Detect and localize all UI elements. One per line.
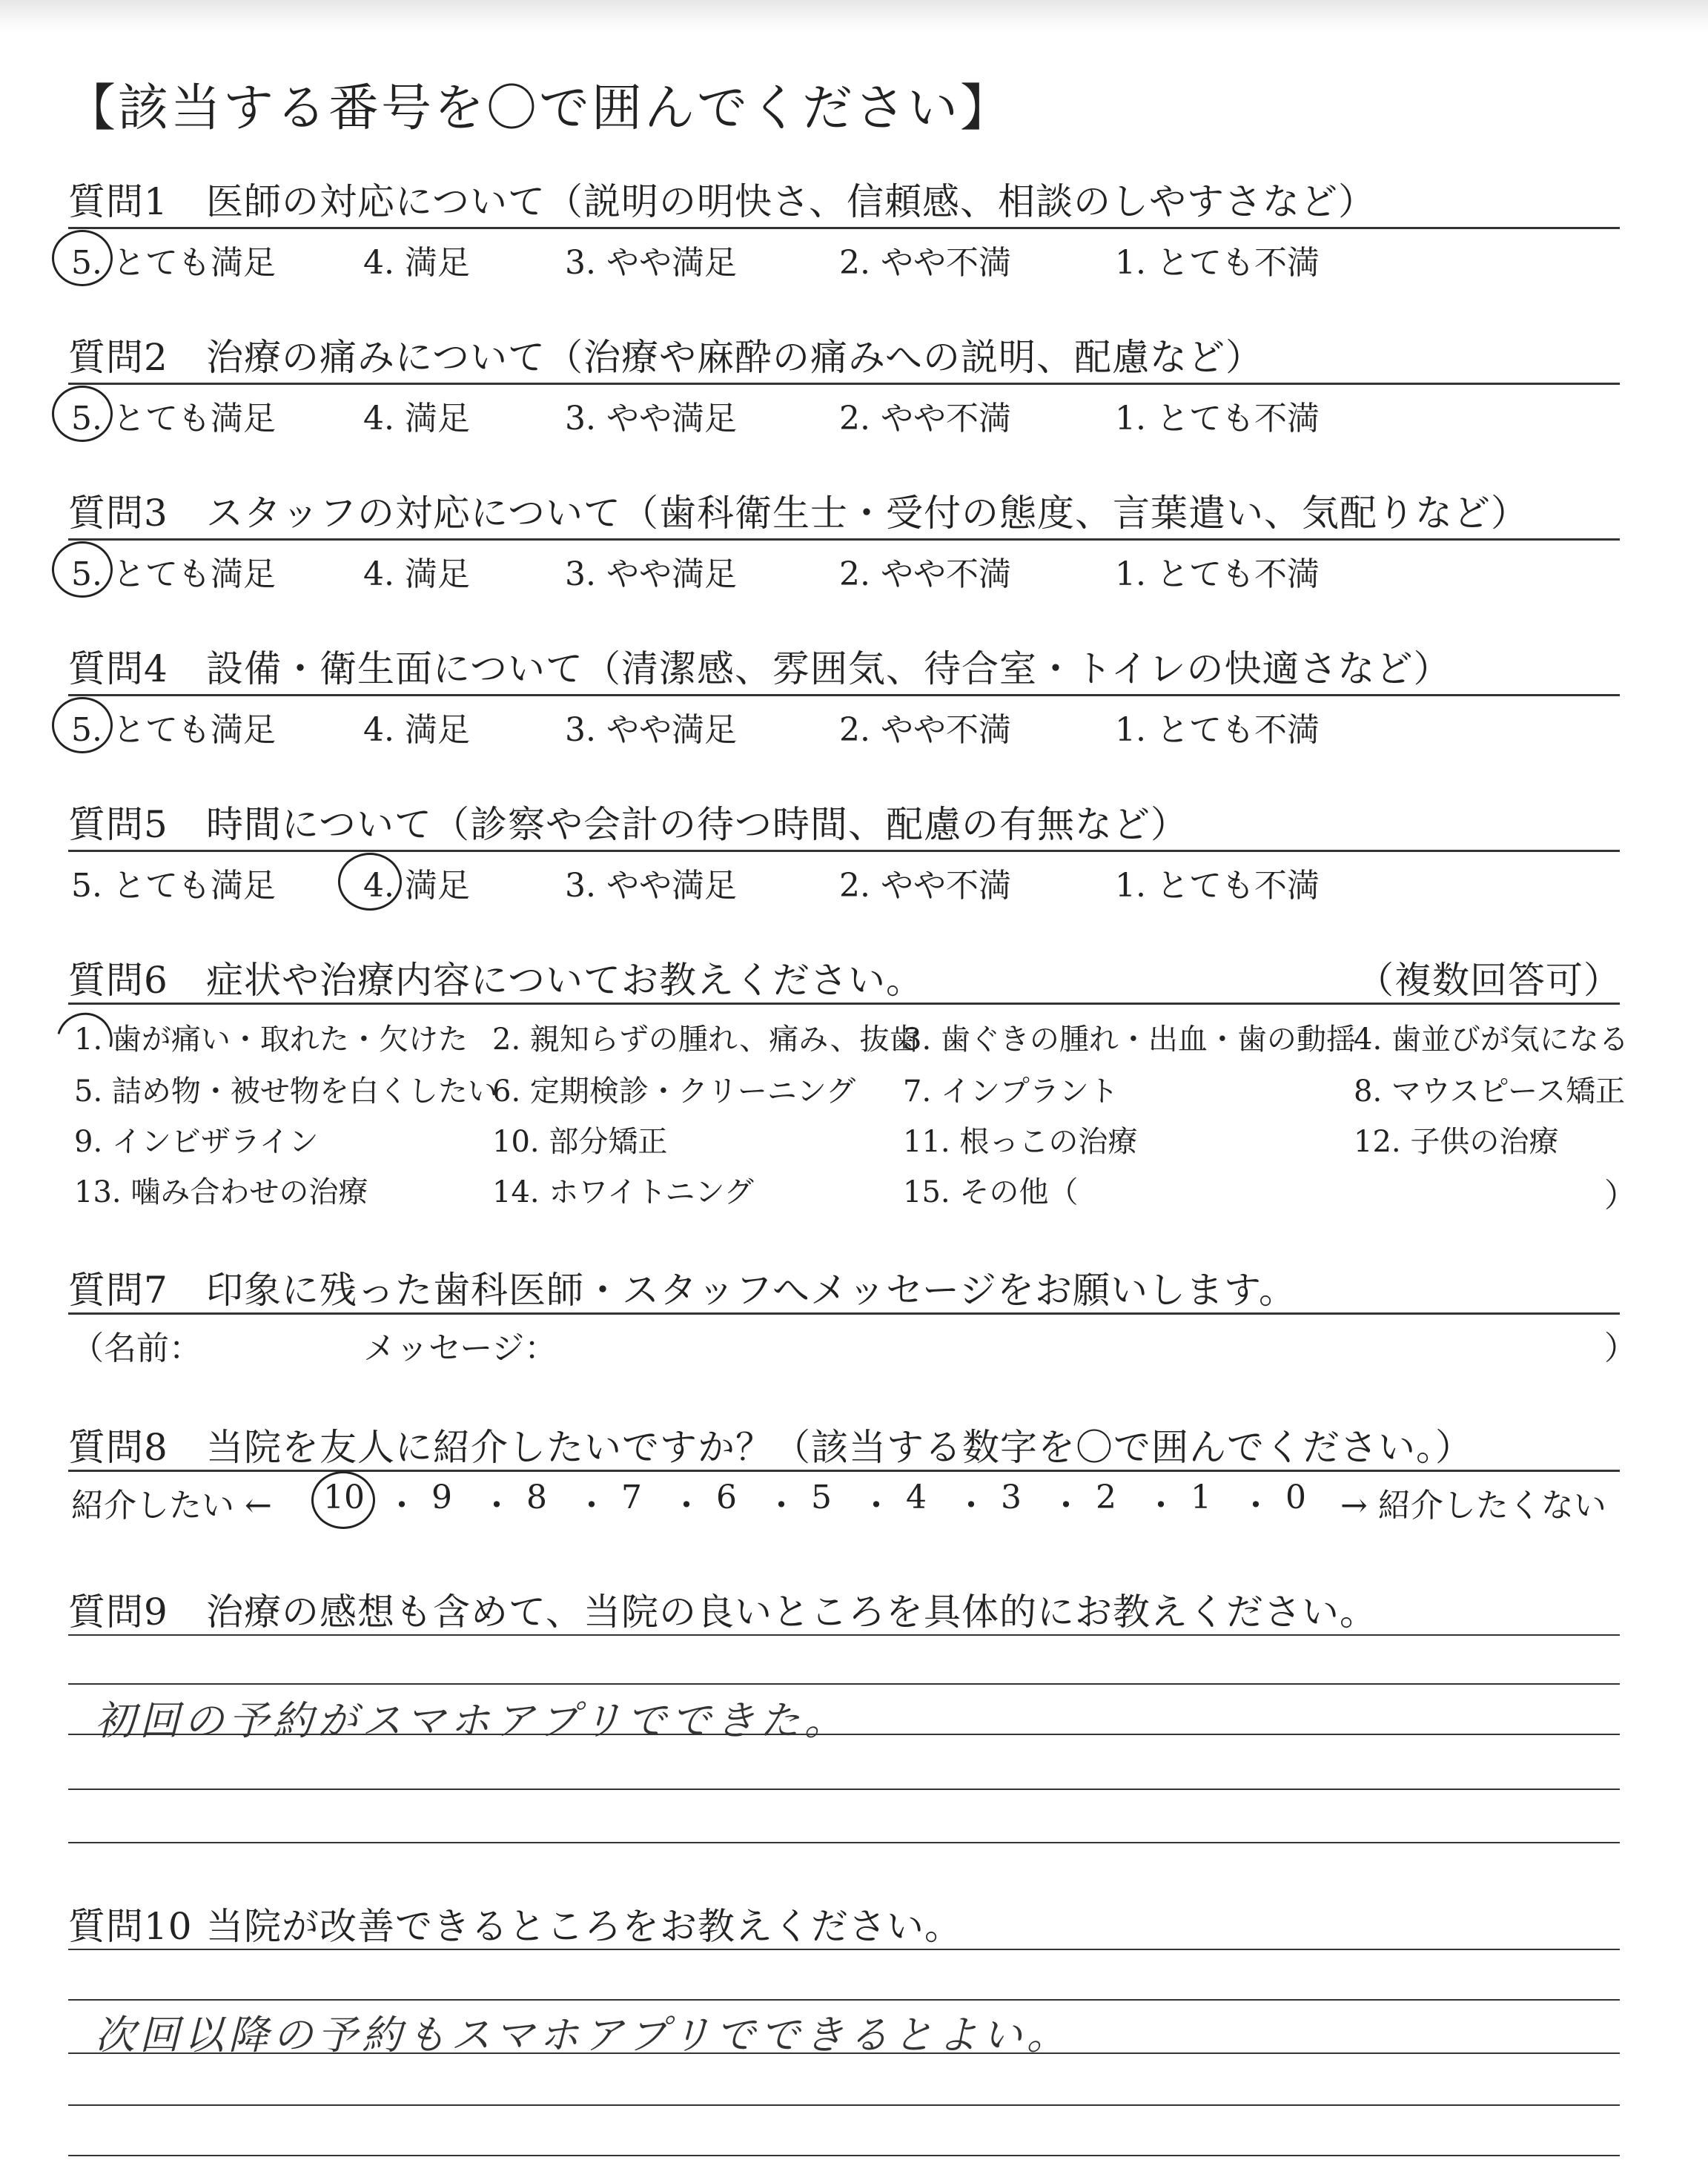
question-number: 質問7 [68, 1269, 168, 1312]
option-2[interactable]: 2. やや不満 [839, 400, 1011, 437]
symptom-option[interactable]: 15. その他（ [903, 1175, 1079, 1209]
question-text: 症状や治療内容についてお教えください。 [206, 959, 924, 1002]
option-4[interactable]: 4. 満足 [363, 244, 470, 282]
symptom-option[interactable]: 11. 根っこの治療 [903, 1125, 1138, 1159]
option-1[interactable]: 1. とても不満 [1115, 400, 1320, 437]
question-text: 医師の対応について（説明の明快さ、信頼感、相談のしやすさなど） [206, 180, 1376, 223]
divider [68, 1312, 1620, 1315]
answer-line [68, 2155, 1620, 2156]
divider [68, 227, 1620, 229]
question-number: 質問6 [68, 959, 168, 1002]
divider [68, 538, 1620, 541]
scale-dot: ・ [1050, 1487, 1082, 1525]
symptom-option[interactable]: 13. 噛み合わせの治療 [74, 1175, 368, 1209]
answer-line [68, 1789, 1620, 1790]
close-paren: ） [1604, 1330, 1637, 1367]
option-5[interactable]: 5. とても満足 [71, 555, 276, 593]
scale-value[interactable]: 3 [1001, 1479, 1022, 1516]
answer-line [68, 1999, 1620, 2001]
scale-value[interactable]: 0 [1285, 1479, 1306, 1516]
divider [68, 1003, 1620, 1005]
question-number: 質問10 [68, 1905, 193, 1948]
recommend-right-label: → 紹介したくない [1340, 1487, 1606, 1525]
question-number: 質問4 [68, 647, 168, 690]
question-text: 治療の痛みについて（治療や麻酔の痛みへの説明、配慮など） [206, 336, 1263, 379]
answer-line [68, 1683, 1620, 1685]
scale-dot: ・ [1145, 1487, 1177, 1525]
scale-value[interactable]: 6 [716, 1479, 737, 1516]
question-1 [68, 172, 1376, 225]
handwritten-answer[interactable]: 初回の予約がスマホアプリでできた。 [95, 1697, 849, 1744]
symptom-option[interactable]: 7. インプラント [903, 1074, 1119, 1109]
option-5[interactable]: 5. とても満足 [71, 400, 276, 437]
scale-value[interactable]: 7 [621, 1479, 642, 1516]
scan-top-shadow [0, 0, 1708, 33]
question-text: 設備・衛生面について（清潔感、雰囲気、待合室・トイレの快適さなど） [206, 647, 1452, 690]
scale-value[interactable]: 2 [1096, 1479, 1116, 1516]
option-5[interactable]: 5. とても満足 [71, 244, 276, 282]
close-paren: ） [1604, 1177, 1637, 1215]
option-5[interactable]: 5. とても満足 [71, 711, 276, 749]
option-2[interactable]: 2. やや不満 [839, 555, 1011, 593]
scale-dot: ・ [575, 1487, 608, 1525]
scale-dot: ・ [480, 1487, 513, 1525]
scale-value[interactable]: 8 [526, 1479, 547, 1516]
question-number: 質問3 [68, 492, 168, 535]
scale-value[interactable]: 5 [811, 1479, 832, 1516]
selection-circle [338, 853, 402, 911]
scale-value[interactable]: 1 [1191, 1479, 1211, 1516]
multiple-answer-note: （複数回答可） [1357, 959, 1621, 1002]
symptom-option[interactable]: 1. 歯が痛い・取れた・欠けた [74, 1023, 468, 1057]
selection-circle [52, 697, 113, 753]
name-label: （名前： [71, 1330, 202, 1367]
question-number: 質問9 [68, 1591, 168, 1634]
form-header: 【該当する番号を〇で囲んでください】 [65, 79, 1013, 138]
symptom-option[interactable]: 14. ホワイトニング [492, 1175, 754, 1209]
question-6 [68, 951, 924, 1004]
selection-circle [52, 541, 113, 598]
option-1[interactable]: 1. とても不満 [1115, 867, 1320, 905]
symptom-option[interactable]: 2. 親知らずの腫れ、痛み、抜歯 [492, 1023, 919, 1057]
symptom-option[interactable]: 3. 歯ぐきの腫れ・出血・歯の動揺 [903, 1023, 1356, 1057]
divider [68, 850, 1620, 852]
scale-dot: ・ [1239, 1487, 1272, 1525]
option-2[interactable]: 2. やや不満 [839, 244, 1011, 282]
scale-value[interactable]: 4 [906, 1479, 927, 1516]
question-4 [68, 639, 1452, 693]
divider [68, 694, 1620, 696]
question-2 [68, 328, 1263, 381]
option-3[interactable]: 3. やや満足 [565, 400, 737, 437]
recommend-left-label: 紹介したい ← [71, 1487, 272, 1525]
question-number: 質問2 [68, 336, 168, 379]
option-4[interactable]: 4. 満足 [363, 400, 470, 437]
option-1[interactable]: 1. とても不満 [1115, 244, 1320, 282]
scale-dot: ・ [955, 1487, 987, 1525]
option-2[interactable]: 2. やや不満 [839, 867, 1011, 905]
option-1[interactable]: 1. とても不満 [1115, 555, 1320, 593]
option-5[interactable]: 5. とても満足 [71, 867, 276, 905]
answer-line [68, 1842, 1620, 1843]
question-number: 質問5 [68, 803, 168, 846]
option-4[interactable]: 4. 満足 [363, 711, 470, 749]
symptom-option[interactable]: 12. 子供の治療 [1354, 1125, 1559, 1159]
option-4[interactable]: 4. 満足 [363, 555, 470, 593]
question-5 [68, 795, 1188, 848]
question-number: 質問1 [68, 180, 168, 223]
question-text: 当院が改善できるところをお教えください。 [206, 1905, 962, 1948]
symptom-option[interactable]: 10. 部分矯正 [492, 1125, 668, 1159]
question-8 [68, 1418, 1473, 1471]
divider [68, 383, 1620, 385]
question-10 [68, 1897, 962, 1950]
selection-circle [311, 1471, 375, 1529]
option-3[interactable]: 3. やや満足 [565, 867, 737, 905]
scale-value[interactable]: 10 [323, 1479, 365, 1516]
option-1[interactable]: 1. とても不満 [1115, 711, 1320, 749]
question-text: 印象に残った歯科医師・スタッフへメッセージをお願いします。 [206, 1269, 1297, 1312]
option-3[interactable]: 3. やや満足 [565, 244, 737, 282]
question-number: 質問8 [68, 1426, 168, 1469]
question-7 [68, 1261, 1297, 1314]
scale-dot: ・ [385, 1487, 418, 1525]
scale-value[interactable]: 9 [431, 1479, 452, 1516]
question-text: 治療の感想も含めて、当院の良いところを具体的にお教えください。 [206, 1591, 1377, 1634]
question-9 [68, 1582, 1377, 1636]
option-3[interactable]: 3. やや満足 [565, 711, 737, 749]
question-text: スタッフの対応について（歯科衛生士・受付の態度、言葉遣い、気配りなど） [206, 492, 1529, 535]
scale-dot: ・ [860, 1487, 893, 1525]
answer-line [68, 1634, 1620, 1636]
question-3 [68, 483, 1529, 537]
option-2[interactable]: 2. やや不満 [839, 711, 1011, 749]
selection-circle [52, 386, 113, 442]
symptom-option[interactable]: 6. 定期検診・クリーニング [492, 1074, 856, 1109]
handwritten-answer[interactable]: 次回以降の予約もスマホアプリでできるとよい。 [95, 2012, 1071, 2058]
symptom-option[interactable]: 8. マウスピース矯正 [1354, 1074, 1626, 1109]
scale-dot: ・ [765, 1487, 798, 1525]
question-text: 当院を友人に紹介したいですか？（該当する数字を〇で囲んでください。） [206, 1426, 1473, 1469]
option-4[interactable]: 4. 満足 [363, 867, 470, 905]
symptom-option[interactable]: 9. インビザライン [74, 1125, 319, 1159]
selection-circle [52, 230, 113, 286]
answer-line [68, 2104, 1620, 2106]
scale-dot: ・ [670, 1487, 703, 1525]
option-3[interactable]: 3. やや満足 [565, 555, 737, 593]
question-text: 時間について（診察や会計の待つ時間、配慮の有無など） [206, 803, 1188, 846]
symptom-option[interactable]: 4. 歯並びが気になる [1354, 1023, 1629, 1057]
answer-line [68, 1949, 1620, 1950]
divider [68, 1470, 1620, 1472]
selection-circle [47, 1003, 123, 1078]
symptom-option[interactable]: 5. 詰め物・被せ物を白くしたい [74, 1074, 497, 1109]
message-label: メッセージ： [363, 1330, 557, 1367]
